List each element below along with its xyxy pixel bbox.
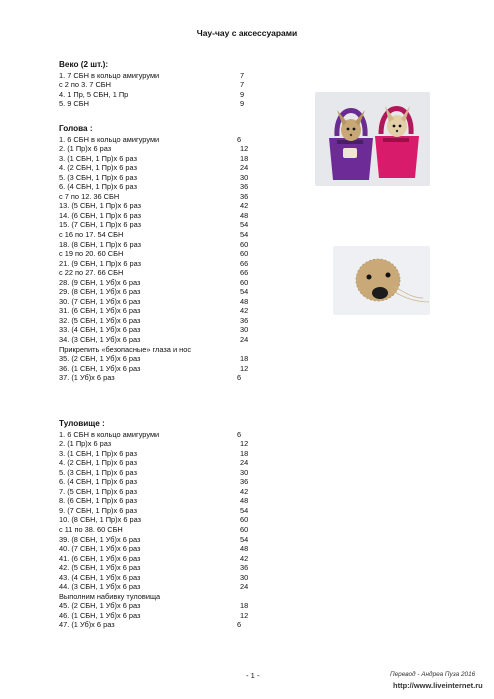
instruction-text: 47. (1 Уб)х 6 раз [59, 620, 115, 630]
instruction-text: 31. (6 СБН, 1 Уб)х 6 раз [59, 306, 141, 316]
instruction-row [59, 449, 259, 459]
row-list [59, 135, 259, 383]
instruction-row [59, 240, 259, 250]
instruction-text: Выполним набивку туловища [59, 591, 161, 601]
page-title: Чау-чау с аксессуарами [196, 28, 298, 38]
stitch-count: 54 [240, 287, 249, 297]
stitch-count: 60 [240, 524, 249, 534]
instruction-text: 29. (8 СБН, 1 Уб)х 6 раз [59, 287, 141, 297]
instruction-row [59, 544, 259, 554]
instruction-text: 5. (3 СБН, 1 Пр)х 6 раз [59, 467, 137, 477]
stitch-count: 18 [240, 153, 249, 163]
instruction-row [59, 230, 259, 240]
instruction-row [59, 525, 259, 535]
instruction-row [59, 364, 259, 374]
head-section [59, 124, 259, 383]
instruction-row [59, 211, 259, 221]
instruction-text: 46. (1 СБН, 1 Уб)х 6 раз [59, 610, 141, 620]
instruction-row [59, 325, 259, 335]
instruction-text: 1. 6 СБН в кольцо амигуруми [59, 134, 160, 144]
stitch-count: 48 [240, 496, 249, 506]
instruction-text: 14. (6 СБН, 1 Пр)х 6 раз [59, 210, 142, 220]
stitch-count: 30 [240, 572, 249, 582]
stitch-count: 18 [240, 601, 249, 611]
instruction-text: 5. 9 СБН [59, 99, 89, 109]
instruction-row [59, 220, 259, 230]
instruction-text: 21. (9 СБН, 1 Пр)х 6 раз [59, 258, 142, 268]
stitch-count: 9 [240, 89, 245, 99]
instruction-row [59, 268, 259, 278]
instruction-text: 1. 7 СБН в кольцо амигуруми [59, 70, 160, 80]
instruction-row [59, 306, 259, 316]
instruction-row [59, 563, 259, 573]
stitch-count: 30 [240, 325, 249, 335]
instruction-row [59, 582, 259, 592]
instruction-row [59, 135, 259, 145]
photo-dogs-in-bags [315, 92, 430, 186]
translator-credit: Перевод - Андреа Пуза 2016 [390, 671, 476, 678]
instruction-row [59, 506, 259, 516]
instruction-text: 13. (5 СБН, 1 Пр)х 6 раз [59, 201, 142, 211]
instruction-row [59, 373, 259, 383]
instruction-row [59, 611, 259, 621]
stitch-count: 36 [240, 315, 249, 325]
instruction-text: 6. (4 СБН, 1 Пр)х 6 раз [59, 477, 137, 487]
instruction-text: 4. 1 Пр, 5 СБН, 1 Пр [59, 89, 129, 99]
source-url: http://www.liveinternet.ru [393, 681, 483, 690]
instruction-row [59, 554, 259, 564]
instruction-text: с 19 по 20. 60 СБН [59, 249, 124, 259]
instruction-text: 2. (1 Пр)х 6 раз [59, 144, 112, 154]
instruction-row [59, 297, 259, 307]
instruction-text: 10. (8 СБН, 1 Пр)х 6 раз [59, 515, 142, 525]
section-heading: Туловище : [59, 419, 105, 428]
stitch-count: 54 [240, 229, 249, 239]
instruction-row [59, 249, 259, 259]
instruction-row [59, 354, 259, 364]
instruction-row [59, 182, 259, 192]
instruction-row [59, 163, 259, 173]
instruction-text: с 7 по 12. 36 СБН [59, 191, 120, 201]
stitch-count: 66 [240, 258, 249, 268]
stitch-count: 30 [240, 172, 249, 182]
instruction-text: 33. (4 СБН, 1 Уб)х 6 раз [59, 325, 141, 335]
stitch-count: 60 [240, 515, 249, 525]
stitch-count: 6 [237, 620, 242, 630]
crochet-head-illustration [333, 246, 430, 315]
eyelid-section [59, 60, 259, 109]
instruction-row [59, 535, 259, 545]
instruction-row [59, 592, 259, 602]
instruction-text: 43. (4 СБН, 1 Уб)х 6 раз [59, 572, 141, 582]
instruction-text: 5. (3 СБН, 1 Пр)х 6 раз [59, 172, 137, 182]
instruction-text: 39. (8 СБН, 1 Уб)х 6 раз [59, 534, 141, 544]
instruction-row [59, 487, 259, 497]
stitch-count: 12 [240, 439, 249, 449]
instruction-text: 3. (1 СБН, 1 Пр)х 6 раз [59, 153, 137, 163]
instruction-row [59, 477, 259, 487]
stitch-count: 12 [240, 144, 249, 154]
instruction-row [59, 515, 259, 525]
instruction-row [59, 90, 259, 100]
instruction-text: с 2 по 3. 7 СБН [59, 80, 111, 90]
instruction-row [59, 278, 259, 288]
instruction-row [59, 430, 259, 440]
stitch-count: 42 [240, 486, 249, 496]
section-heading: Голова : [59, 124, 93, 133]
stitch-count: 54 [240, 505, 249, 515]
instruction-row [59, 71, 259, 81]
instruction-text: 32. (5 СБН, 1 Уб)х 6 раз [59, 315, 141, 325]
instruction-text: 18. (8 СБН, 1 Пр)х 6 раз [59, 239, 142, 249]
stitch-count: 24 [240, 458, 249, 468]
stitch-count: 7 [240, 80, 245, 90]
instruction-text: 9. (7 СБН, 1 Пр)х 6 раз [59, 505, 137, 515]
instruction-text: 44. (3 СБН, 1 Уб)х 6 раз [59, 582, 141, 592]
section-heading: Веко (2 шт.): [59, 60, 109, 69]
instruction-text: 42. (5 СБН, 1 Уб)х 6 раз [59, 563, 141, 573]
row-list [59, 71, 259, 109]
instruction-text: 4. (2 СБН, 1 Пр)х 6 раз [59, 458, 137, 468]
instruction-text: 7. (5 СБН, 1 Пр)х 6 раз [59, 486, 137, 496]
instruction-text: 45. (2 СБН, 1 Уб)х 6 раз [59, 601, 141, 611]
instruction-text: 2. (1 Пр)х 6 раз [59, 439, 112, 449]
stitch-count: 48 [240, 296, 249, 306]
instruction-text: 30. (7 СБН, 1 Уб)х 6 раз [59, 296, 141, 306]
instruction-row [59, 620, 259, 630]
stitch-count: 36 [240, 563, 249, 573]
instruction-text: 36. (1 СБН, 1 Уб)х 6 раз [59, 363, 141, 373]
stitch-count: 6 [237, 373, 242, 383]
stitch-count: 6 [237, 134, 242, 144]
stitch-count: 24 [240, 582, 249, 592]
instruction-row [59, 287, 259, 297]
stitch-count: 60 [240, 277, 249, 287]
instruction-row [59, 201, 259, 211]
instruction-text: 34. (3 СБН, 1 Уб)х 6 раз [59, 334, 141, 344]
stitch-count: 60 [240, 249, 249, 259]
instruction-text: Прикрепить «безопасные» глаза и нос [59, 344, 192, 354]
instruction-text: с 16 по 17. 54 СБН [59, 229, 124, 239]
instruction-text: 41. (6 СБН, 1 Уб)х 6 раз [59, 553, 141, 563]
instruction-row [59, 439, 259, 449]
instruction-text: с 11 по 38. 60 СБН [59, 524, 123, 534]
instruction-row [59, 173, 259, 183]
instruction-text: 4. (2 СБН, 1 Пр)х 6 раз [59, 163, 137, 173]
instruction-row [59, 80, 259, 90]
instruction-row [59, 144, 259, 154]
stitch-count: 6 [237, 429, 242, 439]
stitch-count: 54 [240, 534, 249, 544]
instruction-text: 3. (1 СБН, 1 Пр)х 6 раз [59, 448, 137, 458]
row-list [59, 430, 259, 630]
stitch-count: 12 [240, 610, 249, 620]
instruction-row [59, 259, 259, 269]
instruction-row [59, 192, 259, 202]
stitch-count: 7 [240, 70, 245, 80]
stitch-count: 36 [240, 182, 249, 192]
stitch-count: 42 [240, 553, 249, 563]
stitch-count: 18 [240, 448, 249, 458]
stitch-count: 48 [240, 210, 249, 220]
dogs-in-bags-illustration [315, 92, 430, 186]
instruction-row [59, 316, 259, 326]
page-number: - 1 - [246, 671, 260, 680]
instruction-text: 6. (4 СБН, 1 Пр)х 6 раз [59, 182, 137, 192]
photo-crochet-head [333, 246, 430, 315]
instruction-row [59, 154, 259, 164]
stitch-count: 9 [240, 99, 245, 109]
instruction-row [59, 458, 259, 468]
instruction-row [59, 601, 259, 611]
stitch-count: 24 [240, 163, 249, 173]
instruction-text: 37. (1 Уб)х 6 раз [59, 373, 115, 383]
stitch-count: 66 [240, 268, 249, 278]
body-section [59, 419, 259, 630]
stitch-count: 42 [240, 201, 249, 211]
instruction-row [59, 468, 259, 478]
stitch-count: 24 [240, 334, 249, 344]
instruction-text: 40. (7 СБН, 1 Уб)х 6 раз [59, 544, 141, 554]
stitch-count: 42 [240, 306, 249, 316]
instruction-text: 35. (2 СБН, 1 Уб)х 6 раз [59, 354, 141, 364]
instruction-row [59, 345, 259, 355]
instruction-text: 1. 6 СБН в кольцо амигуруми [59, 429, 160, 439]
stitch-count: 48 [240, 544, 249, 554]
instruction-row [59, 573, 259, 583]
instruction-text: 28. (9 СБН, 1 Уб)х 6 раз [59, 277, 141, 287]
instruction-row [59, 99, 259, 109]
instruction-row [59, 335, 259, 345]
stitch-count: 36 [240, 191, 249, 201]
stitch-count: 60 [240, 239, 249, 249]
stitch-count: 54 [240, 220, 249, 230]
stitch-count: 12 [240, 363, 249, 373]
instruction-row [59, 496, 259, 506]
instruction-text: 15. (7 СБН, 1 Пр)х 6 раз [59, 220, 142, 230]
stitch-count: 30 [240, 467, 249, 477]
instruction-text: с 22 по 27. 66 СБН [59, 268, 124, 278]
instruction-text: 8. (6 СБН, 1 Пр)х 6 раз [59, 496, 137, 506]
stitch-count: 18 [240, 354, 249, 364]
stitch-count: 36 [240, 477, 249, 487]
